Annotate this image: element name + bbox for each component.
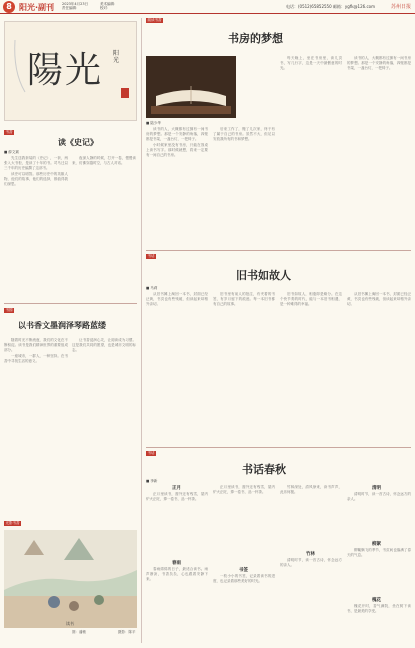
article-body-shufang-col3: 每天晚上，坐在书房里，读几页书，写几行字，这是一天中最惬意的时光。	[280, 56, 342, 71]
header-editor: 责任编辑：	[62, 6, 80, 10]
article-body-jiushu-col3: 旧书如故人，相逢即是缘分。在这个快节奏的时代，能与一本旧书相遇，是一种难得的幸福。	[280, 292, 342, 307]
article-body-chunqiu-col3a: 竹林深处，清风徐来，读书声声，此乐何极。	[280, 485, 342, 495]
article-author-chunqiu: ■ 李新	[146, 479, 158, 483]
subhead-zhengyue: 正月	[172, 486, 181, 491]
subhead-liuxu: 柳絮	[372, 542, 381, 547]
article-body-chunqiu-col4c: 槐花开时，香气满院，坐在树下读书，是最美的享受。	[347, 604, 411, 614]
article-body-shuxiang-col1: 随着时光不断流逝，我们的文化在不断积淀。读书是我们精神世界的重要组成部分。 一座城市，一群人，一种坚持。在书香中寻找生活的意义。	[4, 338, 68, 363]
subhead-chunyu: 春雨	[172, 561, 181, 566]
tag-shuyuan: 书园	[5, 308, 13, 312]
page-number-badge: 8	[3, 1, 15, 13]
article-body-chunqiu-col3b: 清明时节，读一首古诗，怀念远方的亲人。	[280, 558, 342, 568]
article-author-shiji: ■ 薛文斌	[4, 150, 19, 154]
photo-books	[146, 56, 236, 118]
subhead-huaihua: 槐花	[372, 598, 381, 603]
illustration-credit: 图：潘敏	[72, 630, 86, 634]
header-bar	[0, 0, 415, 14]
column-divider	[141, 18, 142, 643]
header-art-editor: 美术编辑：	[100, 2, 118, 6]
tag-guangying: 光影书香	[5, 521, 20, 525]
header-contact: 电话：(0512)65852550 邮箱：ygfk@126.com	[285, 4, 375, 9]
tag-shuhua-2: 书话	[147, 451, 155, 455]
tag-shuxiang: 书香	[5, 130, 13, 134]
illustration-reading	[4, 530, 137, 628]
article-title-shuhuachunqiu: 书话春秋	[242, 463, 286, 476]
article-body-chunqiu-col1a: 正月里读书，窗外还有残雪，屋内炉火正旺，捧一卷书，品一杯茶。	[146, 492, 208, 502]
tag-yuedu: 阅读书香	[147, 18, 162, 22]
tag-shuhua: 书话	[147, 254, 155, 258]
article-title-jiushu: 旧书如故人	[236, 269, 291, 282]
masthead-title: 陽光	[27, 50, 104, 91]
article-body-jiushu-col2: 旧书里有前人的批注，有夹着的书签，有岁月留下的痕迹。每一本旧书都有自己的故事。	[213, 292, 275, 307]
divider	[4, 303, 137, 304]
header-meta-left-2	[100, 2, 118, 10]
header-meta-left	[62, 2, 88, 10]
red-seal-icon	[121, 88, 129, 98]
subhead-qingming: 清明	[372, 486, 381, 491]
newspaper-logo: 苏州日报	[390, 4, 411, 10]
article-body-shuxiang-col2: 让书香浸润心灵，让阅读成为习惯。这是我们共同的愿望，也是城市文明的标志。	[72, 338, 136, 353]
article-author-shufang: ■ 陆少华	[146, 121, 161, 125]
article-body-chunqiu-col2b: 一枚小小的书签，记录着读书的进度，也记录着那些美好的时光。	[213, 574, 275, 584]
article-body-chunqiu-col1b: 春雨绵绵的日子，最适合读书。雨声淅沥，书香袅袅，心也跟着安静下来。	[146, 567, 208, 582]
illustration-caption: 读书	[66, 621, 74, 626]
subhead-zhulin: 竹林	[306, 552, 315, 557]
article-body-shufang-col2: 后来工作了，搬了几次家，终于有了属于自己的书房。虽然不大，但足以安放我所有的书和梦想。	[213, 127, 275, 142]
photo-credit: 摄影：陈平	[118, 630, 136, 634]
article-body-jiushu-col4: 从旧书摊上淘回一本书，封面已经泛黄，书页也有些残破，但读起来却格外亲切。	[347, 292, 411, 307]
section-title: 阳光·副刊	[19, 3, 55, 12]
article-title-shiji: 读《史记》	[58, 137, 98, 147]
header-date: 2023年4月23日	[62, 2, 89, 6]
masthead-subtitle: 阳光	[113, 50, 120, 64]
header-proofreader: 校对：	[100, 6, 111, 10]
divider	[146, 250, 411, 251]
article-author-jiushu: ■ 马莉	[146, 286, 158, 290]
article-body-shufang-col1: 读书的人，大概都有过拥有一间书房的梦想。那是一个安静的角落，四壁都是书架，一盏台灯，一把椅子。 小时候家里没有书房，只能在饭桌上读书写字。那时候就想，将来一定要有一间自己的书房。	[146, 127, 208, 158]
article-body-shiji-col2: 夜深人静的时候，打开一卷，慢慢读来，仿佛穿越时空，与古人对话。	[72, 156, 136, 166]
subhead-shuqian: 书签	[239, 568, 248, 573]
article-title-shuxiang: 以书香文墨润泽琴路蓝缕	[18, 320, 106, 330]
article-body-chunqiu-col4b: 柳絮飘飞的季节，书页间也落满了春天的气息。	[347, 548, 411, 558]
divider	[146, 447, 411, 448]
article-body-chunqiu-col4a: 清明时节，读一首古诗，怀念远方的亲人。	[347, 492, 411, 502]
article-body-shiji-col1: 先生送我套装的《史记》，一套，两张入大书柜，是读了十年的书。司马迁以三千年的历史编撰了这部书。 读史可以明智。那些历史中的英雄人物，他们的故事，他们的选择，都值得我们深思。	[4, 156, 68, 187]
masthead-box	[4, 21, 137, 121]
article-body-shufang-col4: 读书的人，大概都有过拥有一间书房的梦想。那是一个安静的角落，四壁都是书架，一盏台灯，一把椅子。	[347, 56, 411, 71]
article-body-chunqiu-col2a: 正月里读书，窗外还有残雪，屋内炉火正旺，捧一卷书，品一杯茶。	[213, 485, 275, 495]
article-body-jiushu-col1: 从旧书摊上淘回一本书，封面已经泛黄，书页也有些残破，但读起来却格外亲切。	[146, 292, 208, 307]
article-title-shufang: 书房的梦想	[228, 32, 283, 45]
